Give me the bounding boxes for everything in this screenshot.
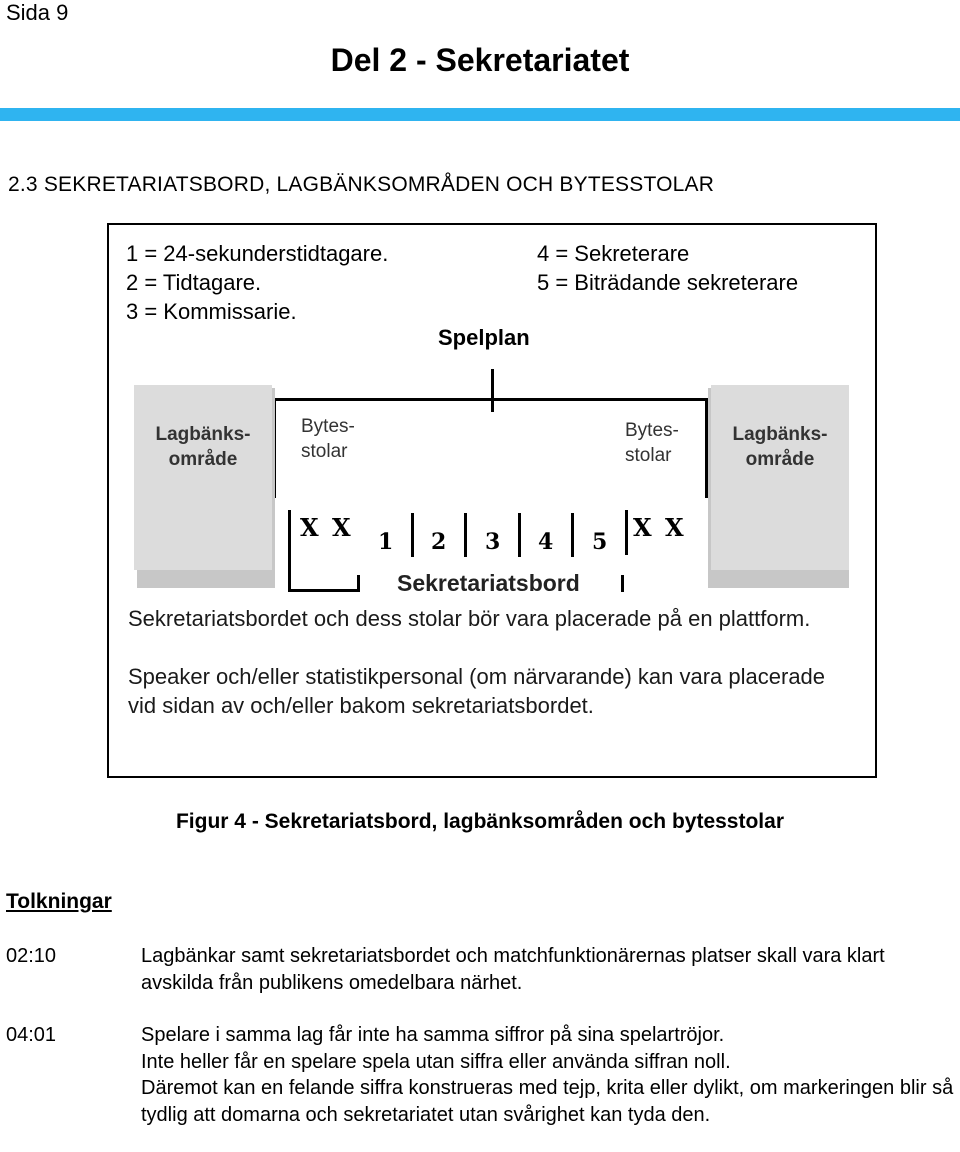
legend-item-1: 1 = 24-sekunderstidtagare. <box>126 241 389 266</box>
subs-label-right-line2: stolar <box>625 445 672 466</box>
subs-chairs-left-boundary <box>288 510 291 592</box>
seat-divider-4 <box>571 513 574 557</box>
scorer-table-label: Sekretariatsbord <box>397 570 580 596</box>
rule-0210-paragraph: Lagbänkar samt sekretariatsbordet och matchfunktionärernas platser skall vara klart avskilda från publikens omedelbara närhet. <box>141 945 885 994</box>
legend-item-3: 3 = Kommissarie. <box>126 299 297 324</box>
rule-0401-line-1: Spelare i samma lag får inte ha samma siffror på sina spelartröjor. <box>141 1024 725 1046</box>
subs-label-left-line2: stolar <box>301 441 348 462</box>
subs-label-right-line1: Bytes- <box>625 420 679 441</box>
figure-note-speaker: Speaker och/eller statistikpersonal (om närvarande) kan vara placerade vid sidan av och/eller bakom sekretariatsbordet. <box>128 664 826 718</box>
subs-chairs-right-boundary <box>625 510 628 555</box>
court-label: Spelplan <box>438 325 530 350</box>
rule-0401-line-2: Inte heller får en spelare spela utan siffra eller använda siffran noll. <box>141 1050 731 1073</box>
sideline <box>276 398 708 401</box>
bench-area-left <box>134 385 272 570</box>
official-seat-4: 4 <box>538 529 554 555</box>
bench-label-left-line2: område <box>168 449 238 470</box>
legend-item-2: 2 = Tidtagare. <box>126 270 262 295</box>
bench-label-right <box>711 422 849 472</box>
rule-text-0401 <box>141 1022 956 1128</box>
sub-chair-left-1: X <box>300 513 319 542</box>
bench-area-right <box>711 385 849 570</box>
official-seat-1: 1 <box>378 529 394 555</box>
table-right-edge <box>621 575 624 592</box>
section-heading: 2.3 SEKRETARIATSBORD, LAGBÄNKSOMRÅDEN OCH BYTESSTOLAR <box>8 173 715 196</box>
bench-label-left <box>134 422 272 472</box>
document-title: Del 2 - Sekretariatet <box>330 42 630 78</box>
page-number: Sida 9 <box>6 0 69 25</box>
sub-chair-right-2: X <box>665 513 684 542</box>
center-line <box>491 369 494 412</box>
subs-label-right <box>625 418 679 468</box>
legend-item-5: 5 = Biträdande sekreterare <box>537 270 799 295</box>
figure-note-platform: Sekretariatsbordet och dess stolar bör vara placerade på en plattform. <box>128 606 811 631</box>
subs-label-left <box>301 414 355 464</box>
rule-code-0210: 02:10 <box>6 945 57 967</box>
sub-chair-left-2: X <box>332 513 351 542</box>
legend-item-4: 4 = Sekreterare <box>537 241 690 266</box>
official-seat-5: 5 <box>592 529 608 555</box>
interpretations-heading: Tolkningar <box>6 890 112 913</box>
bench-label-left-line1: Lagbänks- <box>155 424 251 445</box>
seat-divider-1 <box>411 513 414 557</box>
bench-label-right-line2: område <box>745 449 815 470</box>
rule-0401-line-3: Däremot kan en felande siffra konstrueras med tejp, krita eller dylikt, om markeringen blir så tydlig att domarna och sekretariatet utan svårighet kan tyda den. <box>141 1077 954 1126</box>
official-seat-2: 2 <box>431 529 447 555</box>
seat-divider-2 <box>464 513 467 557</box>
subs-label-left-line1: Bytes- <box>301 416 355 437</box>
table-bottom-edge <box>288 589 360 592</box>
sub-chair-right-1: X <box>633 513 652 542</box>
frame-gap <box>878 326 884 356</box>
rule-code-0401: 04:01 <box>6 1024 57 1046</box>
bench-label-right-line1: Lagbänks- <box>732 424 828 445</box>
figure-caption: Figur 4 - Sekretariatsbord, lagbänksområden och bytesstolar <box>175 810 784 833</box>
rule-text-0210 <box>141 943 956 996</box>
seat-divider-3 <box>518 513 521 557</box>
title-divider <box>0 108 960 121</box>
official-seat-3: 3 <box>485 529 501 555</box>
